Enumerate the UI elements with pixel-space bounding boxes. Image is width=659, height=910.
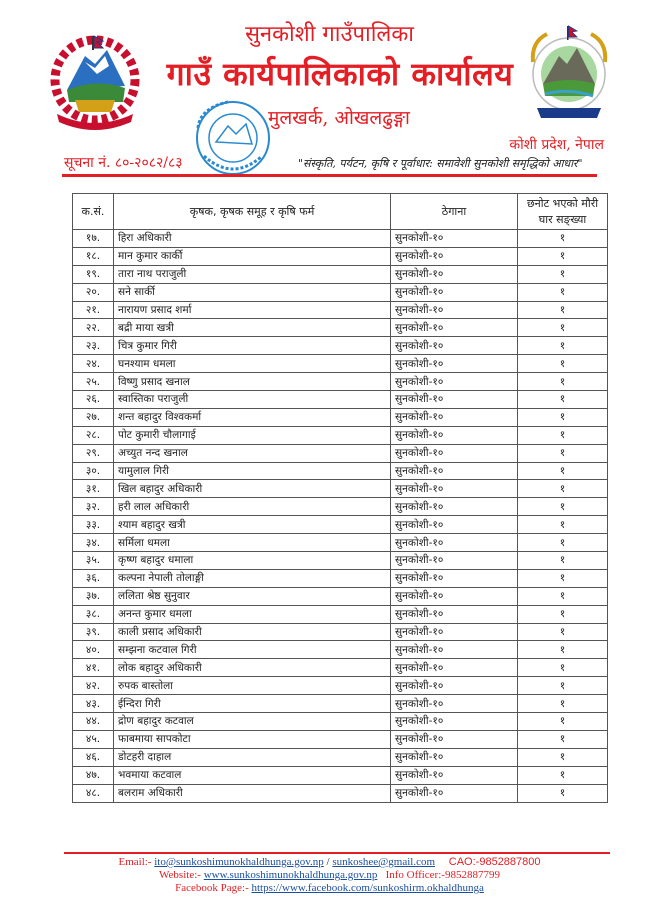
cell-address: सुनकोशी-१० bbox=[391, 516, 518, 534]
cell-serial: ४२. bbox=[73, 677, 114, 695]
email-label: Email:- bbox=[118, 856, 155, 868]
table-row bbox=[73, 587, 608, 605]
table-row bbox=[73, 766, 608, 784]
cell-serial: २३. bbox=[73, 337, 114, 355]
cell-address: सुनकोशी-१० bbox=[391, 337, 518, 355]
notice-number: सूचना नं. ८०-२०८२/८३ bbox=[64, 155, 183, 171]
cell-name: घनश्याम धमला bbox=[114, 355, 391, 373]
cell-serial: ३८. bbox=[73, 605, 114, 623]
cell-address: सुनकोशी-१० bbox=[391, 605, 518, 623]
table-row bbox=[73, 283, 608, 301]
cell-count: १ bbox=[518, 569, 608, 587]
cell-name: फाबमाया सापकोटा bbox=[114, 730, 391, 748]
cell-serial: ४५. bbox=[73, 730, 114, 748]
cell-count: १ bbox=[518, 426, 608, 444]
cell-count: १ bbox=[518, 373, 608, 391]
table-row bbox=[73, 426, 608, 444]
footer-website-line bbox=[0, 869, 659, 882]
cell-count: १ bbox=[518, 355, 608, 373]
cell-address: सुनकोशी-१० bbox=[391, 713, 518, 731]
cell-count: १ bbox=[518, 319, 608, 337]
cell-serial: ३४. bbox=[73, 534, 114, 552]
cell-count: १ bbox=[518, 301, 608, 319]
cell-serial: २०. bbox=[73, 283, 114, 301]
cell-name: यामुलाल गिरी bbox=[114, 462, 391, 480]
cell-address: सुनकोशी-१० bbox=[391, 462, 518, 480]
table-row bbox=[73, 498, 608, 516]
table-row bbox=[73, 677, 608, 695]
cell-name: अनन्त कुमार धमला bbox=[114, 605, 391, 623]
cell-serial: २५. bbox=[73, 373, 114, 391]
cell-count: १ bbox=[518, 605, 608, 623]
cell-name: सर्मिला धमला bbox=[114, 534, 391, 552]
table-row bbox=[73, 730, 608, 748]
cell-count: १ bbox=[518, 408, 608, 426]
table-row bbox=[73, 641, 608, 659]
cell-name: पोट कुमारी चौलागाई bbox=[114, 426, 391, 444]
table-header-row bbox=[73, 194, 608, 230]
cell-serial: ४०. bbox=[73, 641, 114, 659]
cell-address: सुनकोशी-१० bbox=[391, 677, 518, 695]
table-row bbox=[73, 695, 608, 713]
cell-count: १ bbox=[518, 641, 608, 659]
table-row bbox=[73, 265, 608, 283]
cell-count: १ bbox=[518, 498, 608, 516]
cell-address: सुनकोशी-१० bbox=[391, 641, 518, 659]
cell-address: सुनकोशी-१० bbox=[391, 748, 518, 766]
cell-count: १ bbox=[518, 784, 608, 802]
cell-serial: २८. bbox=[73, 426, 114, 444]
cell-name: बलराम अधिकारी bbox=[114, 784, 391, 802]
cell-count: १ bbox=[518, 247, 608, 265]
cell-count: १ bbox=[518, 534, 608, 552]
cell-address: सुनकोशी-१० bbox=[391, 766, 518, 784]
cell-count: १ bbox=[518, 748, 608, 766]
cell-count: १ bbox=[518, 462, 608, 480]
province-label: कोशी प्रदेश, नेपाल bbox=[509, 137, 604, 153]
cell-serial: २६. bbox=[73, 391, 114, 409]
cell-name: डोटहरी दाहाल bbox=[114, 748, 391, 766]
table-row bbox=[73, 230, 608, 248]
col-header-count: छनोट भएको मौरी घार सङ्ख्या bbox=[518, 194, 608, 230]
cell-count: १ bbox=[518, 766, 608, 784]
cell-count: १ bbox=[518, 337, 608, 355]
cell-name: अच्युत नन्द खनाल bbox=[114, 444, 391, 462]
cell-serial: ३१. bbox=[73, 480, 114, 498]
cell-address: सुनकोशी-१० bbox=[391, 498, 518, 516]
col-header-name: कृषक, कृषक समूह र कृषि फर्म bbox=[114, 194, 391, 230]
cell-name: ललिता श्रेष्ठ सुनुवार bbox=[114, 587, 391, 605]
header-divider bbox=[62, 174, 597, 177]
cell-count: १ bbox=[518, 552, 608, 570]
email-link-ito[interactable]: ito@sunkoshimunokhaldhunga.gov.np bbox=[154, 856, 324, 868]
cell-serial: ४३. bbox=[73, 695, 114, 713]
cell-name: शन्त बहादुर विश्वकर्मा bbox=[114, 408, 391, 426]
cell-address: सुनकोशी-१० bbox=[391, 265, 518, 283]
cell-count: १ bbox=[518, 730, 608, 748]
cell-serial: ३२. bbox=[73, 498, 114, 516]
website-link[interactable]: www.sunkoshimunokhaldhunga.gov.np bbox=[203, 869, 378, 881]
cell-name: कृष्ण बहादुर धमाला bbox=[114, 552, 391, 570]
motto: "संस्कृति, पर्यटन, कृषि र पूर्वाधार: समावेशी सुनकोशी समृद्धिको आधार" bbox=[298, 157, 583, 170]
cell-name: ईन्दिरा गिरी bbox=[114, 695, 391, 713]
cell-count: १ bbox=[518, 659, 608, 677]
cell-name: कल्पना नेपाली तोलाङ्गी bbox=[114, 569, 391, 587]
table-row bbox=[73, 355, 608, 373]
table-row bbox=[73, 784, 608, 802]
cell-count: १ bbox=[518, 391, 608, 409]
footer-email-line bbox=[0, 856, 659, 869]
cell-name: भवमाया कटवाल bbox=[114, 766, 391, 784]
cell-name: स्वास्तिका पराजुली bbox=[114, 391, 391, 409]
cell-name: श्याम बहादुर खत्री bbox=[114, 516, 391, 534]
facebook-label: Facebook Page:- bbox=[175, 882, 252, 894]
table-row bbox=[73, 569, 608, 587]
table-row bbox=[73, 534, 608, 552]
table-row bbox=[73, 319, 608, 337]
office-title: गाउँ कार्यपालिकाको कार्यालय bbox=[166, 55, 514, 93]
cell-count: १ bbox=[518, 677, 608, 695]
cell-address: सुनकोशी-१० bbox=[391, 587, 518, 605]
cell-serial: २२. bbox=[73, 319, 114, 337]
cell-address: सुनकोशी-१० bbox=[391, 569, 518, 587]
cell-name: सम्झना कटवाल गिरी bbox=[114, 641, 391, 659]
cell-address: सुनकोशी-१० bbox=[391, 391, 518, 409]
cell-address: सुनकोशी-१० bbox=[391, 230, 518, 248]
cell-count: १ bbox=[518, 713, 608, 731]
cell-count: १ bbox=[518, 265, 608, 283]
cell-serial: ३९. bbox=[73, 623, 114, 641]
cell-name: बद्री माया खत्री bbox=[114, 319, 391, 337]
cell-name: खिल बहादुर अधिकारी bbox=[114, 480, 391, 498]
cell-address: सुनकोशी-१० bbox=[391, 480, 518, 498]
cell-name: रुपक बास्तोला bbox=[114, 677, 391, 695]
cell-count: १ bbox=[518, 230, 608, 248]
cell-address: सुनकोशी-१० bbox=[391, 444, 518, 462]
cell-serial: ४४. bbox=[73, 713, 114, 731]
table-row bbox=[73, 408, 608, 426]
cell-count: १ bbox=[518, 695, 608, 713]
table-row bbox=[73, 623, 608, 641]
cell-serial: २४. bbox=[73, 355, 114, 373]
cell-serial: ४१. bbox=[73, 659, 114, 677]
email-link-gmail[interactable]: sunkoshee@gmail.com bbox=[332, 856, 436, 868]
info-officer-phone: Info Officer:-9852887799 bbox=[385, 869, 500, 881]
email-separator: / bbox=[323, 856, 333, 868]
cell-address: सुनकोशी-१० bbox=[391, 552, 518, 570]
table-row bbox=[73, 713, 608, 731]
cell-name: सने सार्की bbox=[114, 283, 391, 301]
cell-count: १ bbox=[518, 587, 608, 605]
cell-count: १ bbox=[518, 623, 608, 641]
cell-address: सुनकोशी-१० bbox=[391, 301, 518, 319]
cell-serial: २९. bbox=[73, 444, 114, 462]
col-header-address: ठेगाना bbox=[391, 194, 518, 230]
website-label: Website:- bbox=[159, 869, 204, 881]
cell-address: सुनकोशी-१० bbox=[391, 355, 518, 373]
cell-serial: १८. bbox=[73, 247, 114, 265]
cell-serial: १९. bbox=[73, 265, 114, 283]
footer bbox=[0, 856, 659, 895]
cao-phone: CAO:-9852887800 bbox=[448, 856, 541, 868]
cell-address: सुनकोशी-१० bbox=[391, 319, 518, 337]
table-row bbox=[73, 659, 608, 677]
footer-facebook-line bbox=[0, 882, 659, 895]
table-row bbox=[73, 391, 608, 409]
cell-address: सुनकोशी-१० bbox=[391, 373, 518, 391]
cell-name: हिरा अधिकारी bbox=[114, 230, 391, 248]
table-row bbox=[73, 516, 608, 534]
cell-name: लोक बहादुर अधिकारी bbox=[114, 659, 391, 677]
cell-address: सुनकोशी-१० bbox=[391, 695, 518, 713]
table-row bbox=[73, 247, 608, 265]
cell-serial: २७. bbox=[73, 408, 114, 426]
cell-serial: ४६. bbox=[73, 748, 114, 766]
cell-address: सुनकोशी-१० bbox=[391, 247, 518, 265]
cell-address: सुनकोशी-१० bbox=[391, 408, 518, 426]
cell-address: सुनकोशी-१० bbox=[391, 426, 518, 444]
cell-address: सुनकोशी-१० bbox=[391, 534, 518, 552]
cell-count: १ bbox=[518, 480, 608, 498]
cell-serial: ३७. bbox=[73, 587, 114, 605]
cell-name: चित्र कुमार गिरी bbox=[114, 337, 391, 355]
table-row bbox=[73, 552, 608, 570]
cell-serial: ३६. bbox=[73, 569, 114, 587]
table-row bbox=[73, 605, 608, 623]
cell-address: सुनकोशी-१० bbox=[391, 283, 518, 301]
table-row bbox=[73, 301, 608, 319]
cell-serial: ४७. bbox=[73, 766, 114, 784]
facebook-link[interactable]: https://www.facebook.com/sunkoshirm.okhaldhunga bbox=[251, 882, 484, 894]
table-row bbox=[73, 748, 608, 766]
cell-address: सुनकोशी-१० bbox=[391, 623, 518, 641]
cell-name: मान कुमार कार्की bbox=[114, 247, 391, 265]
table-row bbox=[73, 462, 608, 480]
cell-serial: ३०. bbox=[73, 462, 114, 480]
beehive-recipients-table bbox=[72, 193, 608, 803]
cell-name: तारा नाथ पराजुली bbox=[114, 265, 391, 283]
cell-count: १ bbox=[518, 444, 608, 462]
cell-count: १ bbox=[518, 283, 608, 301]
table-row bbox=[73, 337, 608, 355]
footer-divider bbox=[64, 852, 610, 854]
table-row bbox=[73, 480, 608, 498]
office-location: मुलखर्क, ओखलढुङ्गा bbox=[268, 107, 410, 129]
table-row bbox=[73, 444, 608, 462]
cell-name: विष्णु प्रसाद खनाल bbox=[114, 373, 391, 391]
cell-address: सुनकोशी-१० bbox=[391, 659, 518, 677]
cell-serial: १७. bbox=[73, 230, 114, 248]
cell-name: द्रोण बहादुर कटवाल bbox=[114, 713, 391, 731]
cell-serial: २१. bbox=[73, 301, 114, 319]
table-row bbox=[73, 373, 608, 391]
cell-name: हरी लाल अधिकारी bbox=[114, 498, 391, 516]
municipality-name: सुनकोशी गाउँपालिका bbox=[245, 22, 414, 47]
cell-address: सुनकोशी-१० bbox=[391, 730, 518, 748]
cell-name: नारायण प्रसाद शर्मा bbox=[114, 301, 391, 319]
cell-serial: ३५. bbox=[73, 552, 114, 570]
cell-serial: ३३. bbox=[73, 516, 114, 534]
cell-address: सुनकोशी-१० bbox=[391, 784, 518, 802]
col-header-serial: क.सं. bbox=[73, 194, 114, 230]
cell-serial: ४८. bbox=[73, 784, 114, 802]
cell-name: काली प्रसाद अधिकारी bbox=[114, 623, 391, 641]
cell-count: १ bbox=[518, 516, 608, 534]
